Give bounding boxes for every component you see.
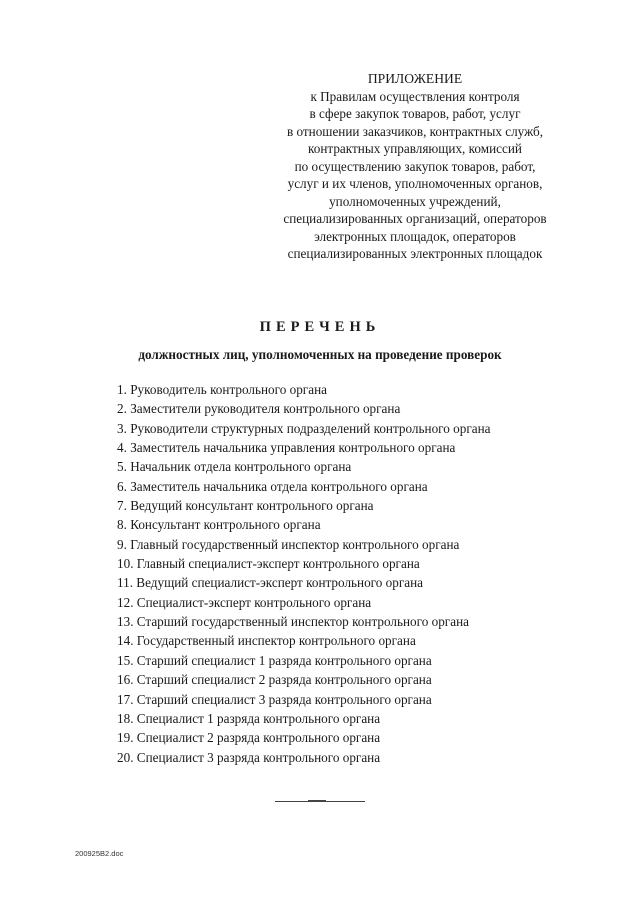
list-item: 19. Специалист 2 разряда контрольного органа	[117, 730, 381, 746]
appendix-line: контрактных управляющих, комиссий	[308, 141, 522, 156]
appendix-line: по осуществлению закупок товаров, работ,	[294, 158, 536, 174]
list-item: 7. Ведущий консультант контрольного органа	[117, 498, 374, 514]
file-name-footer: 200925B2.doc	[75, 849, 124, 858]
appendix-line: услуг и их членов, уполномоченных органов,	[287, 176, 543, 191]
positions-list	[117, 380, 491, 767]
appendix-line: специализированных электронных площадок	[287, 246, 543, 261]
list-item: 1. Руководитель контрольного органа	[117, 382, 327, 397]
list-item: 14. Государственный инспектор контрольного органа	[117, 633, 416, 649]
appendix-line: в сфере закупок товаров, работ, услуг	[309, 106, 521, 121]
list-item: 18. Специалист 1 разряда контрольного органа	[117, 710, 381, 726]
list-item: 12. Специалист-эксперт контрольного органа	[117, 594, 372, 610]
list-item: 2. Заместители руководителя контрольного органа	[117, 401, 401, 417]
list-item: 5. Начальник отдела контрольного органа	[117, 459, 352, 475]
list-item: 4. Заместитель начальника управления контрольного органа	[117, 440, 456, 456]
list-item: 11. Ведущий специалист-эксперт контрольного органа	[117, 575, 424, 591]
list-item: 13. Старший государственный инспектор контрольного органа	[117, 614, 469, 630]
list-item: 3. Руководители структурных подразделений контрольного органа	[117, 420, 491, 436]
list-item: 8. Консультант контрольного органа	[117, 517, 321, 533]
appendix-line: уполномоченных учреждений,	[329, 193, 501, 209]
list-item: 9. Главный государственный инспектор контрольного органа	[117, 536, 460, 552]
appendix-block	[250, 70, 580, 263]
appendix-line: в отношении заказчиков, контрактных служб,	[286, 123, 544, 139]
list-item: 15. Старший специалист 1 разряда контрольного органа	[117, 652, 432, 668]
list-item: 17. Старший специалист 3 разряда контрольного органа	[117, 691, 432, 707]
list-item: 6. Заместитель начальника отдела контрольного органа	[117, 478, 428, 494]
end-separator	[275, 801, 365, 802]
list-item: 10. Главный специалист-эксперт контрольного органа	[117, 556, 420, 572]
list-item: 20. Специалист 3 разряда контрольного органа	[117, 749, 381, 765]
document-title: ПЕРЕЧЕНЬ	[259, 319, 381, 335]
appendix-line: специализированных организаций, операторов	[283, 211, 547, 226]
appendix-heading: ПРИЛОЖЕНИЕ	[367, 71, 463, 86]
appendix-line: электронных площадок, операторов	[314, 228, 516, 244]
appendix-line: к Правилам осуществления контроля	[310, 88, 520, 104]
list-item: 16. Старший специалист 2 разряда контрольного органа	[117, 672, 432, 688]
document-subtitle: должностных лиц, уполномоченных на проведение проверок	[138, 347, 502, 362]
